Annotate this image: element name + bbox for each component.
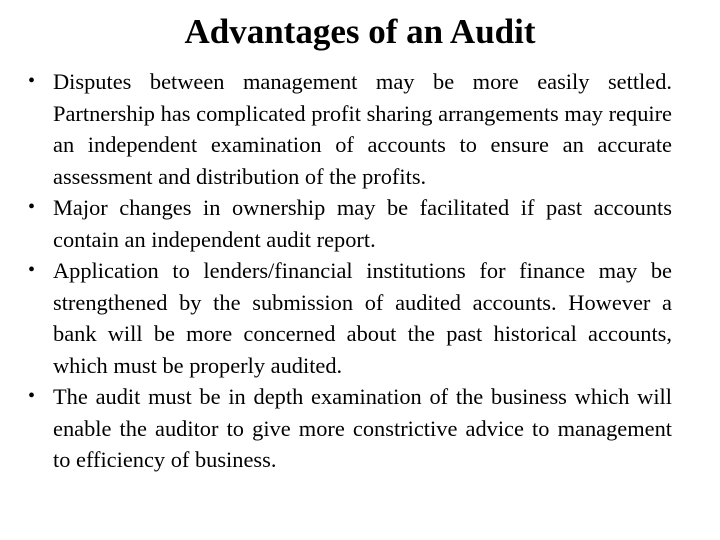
bullet-text: The audit must be in depth examination of the business which will enable the auditor to give more constrictive advice to management to efficiency of business.	[53, 384, 672, 472]
bullet-dot-icon: •	[28, 259, 36, 281]
bullet-dot-icon: •	[28, 196, 36, 218]
bullet-list	[28, 66, 672, 476]
bullet-dot-icon: •	[28, 385, 36, 407]
bullet-text: Application to lenders/financial institutions for finance may be strengthened by the submission of audited accounts. However a bank will be more concerned about the past historical accounts, which must be properly audited.	[53, 258, 672, 378]
bullet-text: Major changes in ownership may be facilitated if past accounts contain an independent audit report.	[53, 195, 672, 252]
bullet-dot-icon: •	[28, 70, 36, 92]
slide-title: Advantages of an Audit	[184, 12, 536, 51]
bullet-text: Disputes between management may be more easily settled. Partnership has complicated profit sharing arrangements may require an independent examination of accounts to ensure an accurate assessment and distribution of the profits.	[53, 69, 672, 189]
bullet-item	[28, 255, 672, 381]
bullet-item	[28, 381, 672, 476]
bullet-item	[28, 66, 672, 192]
bullet-item	[28, 192, 672, 255]
